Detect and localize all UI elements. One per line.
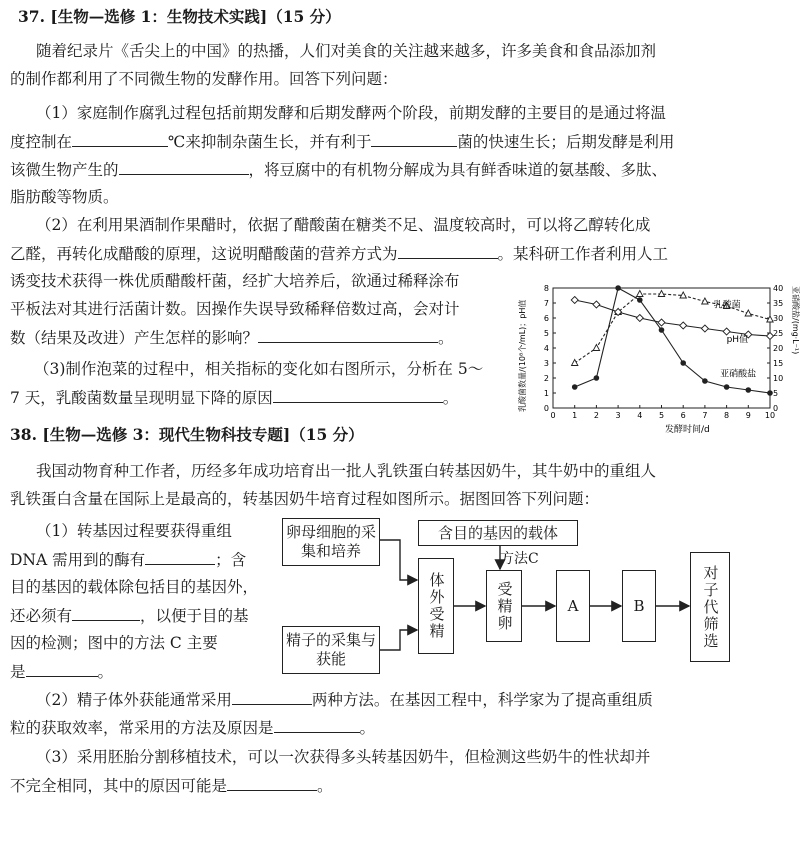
q37-intro-line1: 随着纪录片《舌尖上的中国》的热播，人们对美食的关注越来越多，许多美食和食品添加剂 [36, 42, 657, 60]
ivf-label: 体外受精 [427, 572, 446, 640]
chart-x-tick-label: 1 [572, 411, 578, 420]
chart-x-tick-label: 9 [745, 411, 751, 420]
q37-part2-line1: （2）在利用果酒制作果醋时，依据了醋酸菌在糖类不足、温度较高时，可以将乙醇转化成 [36, 216, 651, 234]
zygote-label: 受精卵 [495, 580, 514, 632]
chart-x-tick-label: 6 [680, 411, 686, 420]
chart-left-tick-label: 0 [543, 404, 549, 413]
chart-x-tick-label: 7 [702, 411, 708, 420]
q38-part1-line3: 目的基因的载体除包括目的基因外， [10, 578, 259, 596]
chart-x-tick-label: 5 [658, 411, 665, 420]
chart-right-tick-label: 40 [773, 284, 784, 293]
text: 7 天，乳酸菌数量呈现明显下降的原因 [10, 389, 273, 407]
text: （2）精子体外获能通常采用 [36, 691, 232, 709]
chart-right-tick-label: 30 [773, 314, 784, 323]
chart-left-tick-label: 6 [543, 314, 549, 323]
answer-blank[interactable] [274, 716, 360, 733]
q38-part1-line1: （1）转基因过程要获得重组 [36, 522, 232, 540]
q38-part2-line1 [36, 688, 800, 711]
chart-x-tick-label: 4 [637, 411, 643, 420]
text: 菌的快速生长；后期发酵是利用 [457, 133, 675, 151]
chart-series-label: 亚硝酸盐 [720, 369, 757, 380]
q37-intro-line2: 的制作都利用了不同微生物的发酵作用。回答下列问题： [10, 70, 398, 88]
egg-label: 卵母细胞的采集和培养 [285, 523, 376, 560]
chart-left-axis-label: 乳酸菌数量/(10⁸个/mL)；pH值 [518, 299, 527, 412]
text: ；含 [215, 551, 247, 569]
text: ，将豆腐中的有机物分解成为具有鲜香味道的氨基酸、多肽、 [248, 161, 668, 179]
q37-part2-line4: 平板法对其进行活菌计数。因操作失误导致稀释倍数过高，会对计 [10, 300, 460, 318]
text: 两种方法。在基因工程中，科学家为了提高重组质 [311, 691, 653, 709]
answer-blank[interactable] [232, 688, 312, 705]
chart-x-tick-label: 0 [550, 411, 556, 420]
chart-right-tick-label: 15 [773, 359, 784, 368]
chart-right-tick-label: 0 [773, 404, 779, 413]
arrow-egg-to-ivf [380, 540, 417, 580]
text: 。 [97, 663, 114, 681]
text: 该微生物产生的 [10, 161, 119, 179]
screen-label: 对子代筛选 [701, 564, 720, 650]
chart-x-tick-label: 2 [593, 411, 599, 420]
q38-intro-line1: 我国动物育种工作者，历经多年成功培育出一批人乳铁蛋白转基因奶牛，其牛奶中的重组人 [36, 462, 657, 480]
q38-part1-line5: 因的检测；图中的方法 C 主要 [10, 634, 218, 652]
chart-left-tick-label: 3 [543, 359, 549, 368]
q38-part3-line1: （3）采用胚胎分割移植技术，可以一次获得多头转基因奶牛，但检测这些奶牛的性状却并 [36, 748, 651, 766]
chart-right-tick-label: 20 [773, 344, 784, 353]
method-c-label: 方法C [500, 551, 539, 567]
text: 度控制在 [10, 133, 73, 151]
chart-x-tick-label: 3 [615, 411, 621, 420]
q38-part3-line2 [10, 774, 800, 797]
chart-right-axis-label: 亚硝酸盐/(mg·L⁻¹) [791, 286, 800, 355]
q38-heading: 38. [生物—选修 3：现代生物科技专题]（15 分） [10, 425, 364, 444]
text: 不完全相同，其中的原因可能是 [10, 777, 228, 795]
stage-b-label: B [633, 596, 645, 615]
chart-right-tick-label: 35 [773, 299, 784, 308]
answer-blank[interactable] [227, 774, 317, 791]
text: ℃来抑制杂菌生长，并有利于 [168, 133, 372, 151]
sperm-label: 精子的采集与获能 [285, 631, 376, 668]
chart-x-axis-label: 发酵时间/d [665, 425, 710, 435]
text: 是 [10, 663, 26, 681]
arrow-sperm-to-ivf [380, 630, 417, 650]
chart-x-tick-label: 10 [764, 411, 776, 420]
text: 粒的获取效率，常采用的方法及原因是 [10, 719, 274, 737]
text: 。 [317, 777, 333, 795]
chart-right-tick-label: 5 [773, 389, 779, 398]
text: ，以便于目的基 [140, 607, 249, 625]
q37-part2-line3: 诱变技术获得一株优质醋酸杆菌，经扩大培养后，欲通过稀释涂布 [10, 272, 460, 290]
chart-right-tick-label: 10 [773, 374, 784, 383]
chart-right-tick-label: 25 [773, 329, 784, 338]
text: 。 [438, 329, 454, 347]
stage-a-label: A [567, 596, 579, 615]
q37-part1-line4: 脂肪酸等物质。 [10, 188, 119, 206]
text: 。某科研工作者利用人工 [497, 245, 669, 263]
chart-series-label: 乳酸菌 [713, 300, 741, 311]
chart-left-tick-label: 2 [543, 374, 549, 383]
text: 数（结果及改进）产生怎样的影响？ [10, 329, 259, 347]
text: 。 [359, 719, 376, 737]
chart-series-label: pH值 [726, 335, 749, 345]
q38-intro-line2: 乳铁蛋白含量在国际上是最高的，转基因奶牛培育过程如图所示。据图回答下列问题： [10, 490, 600, 508]
q37-heading: 37. [生物—选修 1：生物技术实践]（15 分） [18, 7, 341, 26]
vector-label: 含目的基因的载体 [437, 523, 558, 542]
text: 乙醛，再转化成醋酸的原理，这说明醋酸菌的营养方式为 [10, 245, 398, 263]
text: 还必须有 [10, 607, 73, 625]
q38-part2-line2 [10, 716, 800, 739]
chart-left-tick-label: 4 [543, 344, 549, 353]
q37-part3-line1: （3)制作泡菜的过程中，相关指标的变化如右图所示，分析在 5～ [34, 360, 484, 378]
text: 。 [442, 389, 459, 407]
chart-left-tick-label: 1 [543, 389, 549, 398]
q37-part1-line1: （1）家庭制作腐乳过程包括前期发酵和后期发酵两个阶段，前期发酵的主要目的是通过将温 [36, 104, 666, 122]
text: DNA 需用到的酶有 [10, 551, 146, 569]
chart-left-tick-label: 8 [543, 284, 549, 293]
chart-left-tick-label: 7 [543, 299, 549, 308]
chart-left-tick-label: 5 [543, 329, 549, 338]
chart-x-tick-label: 8 [724, 411, 730, 420]
